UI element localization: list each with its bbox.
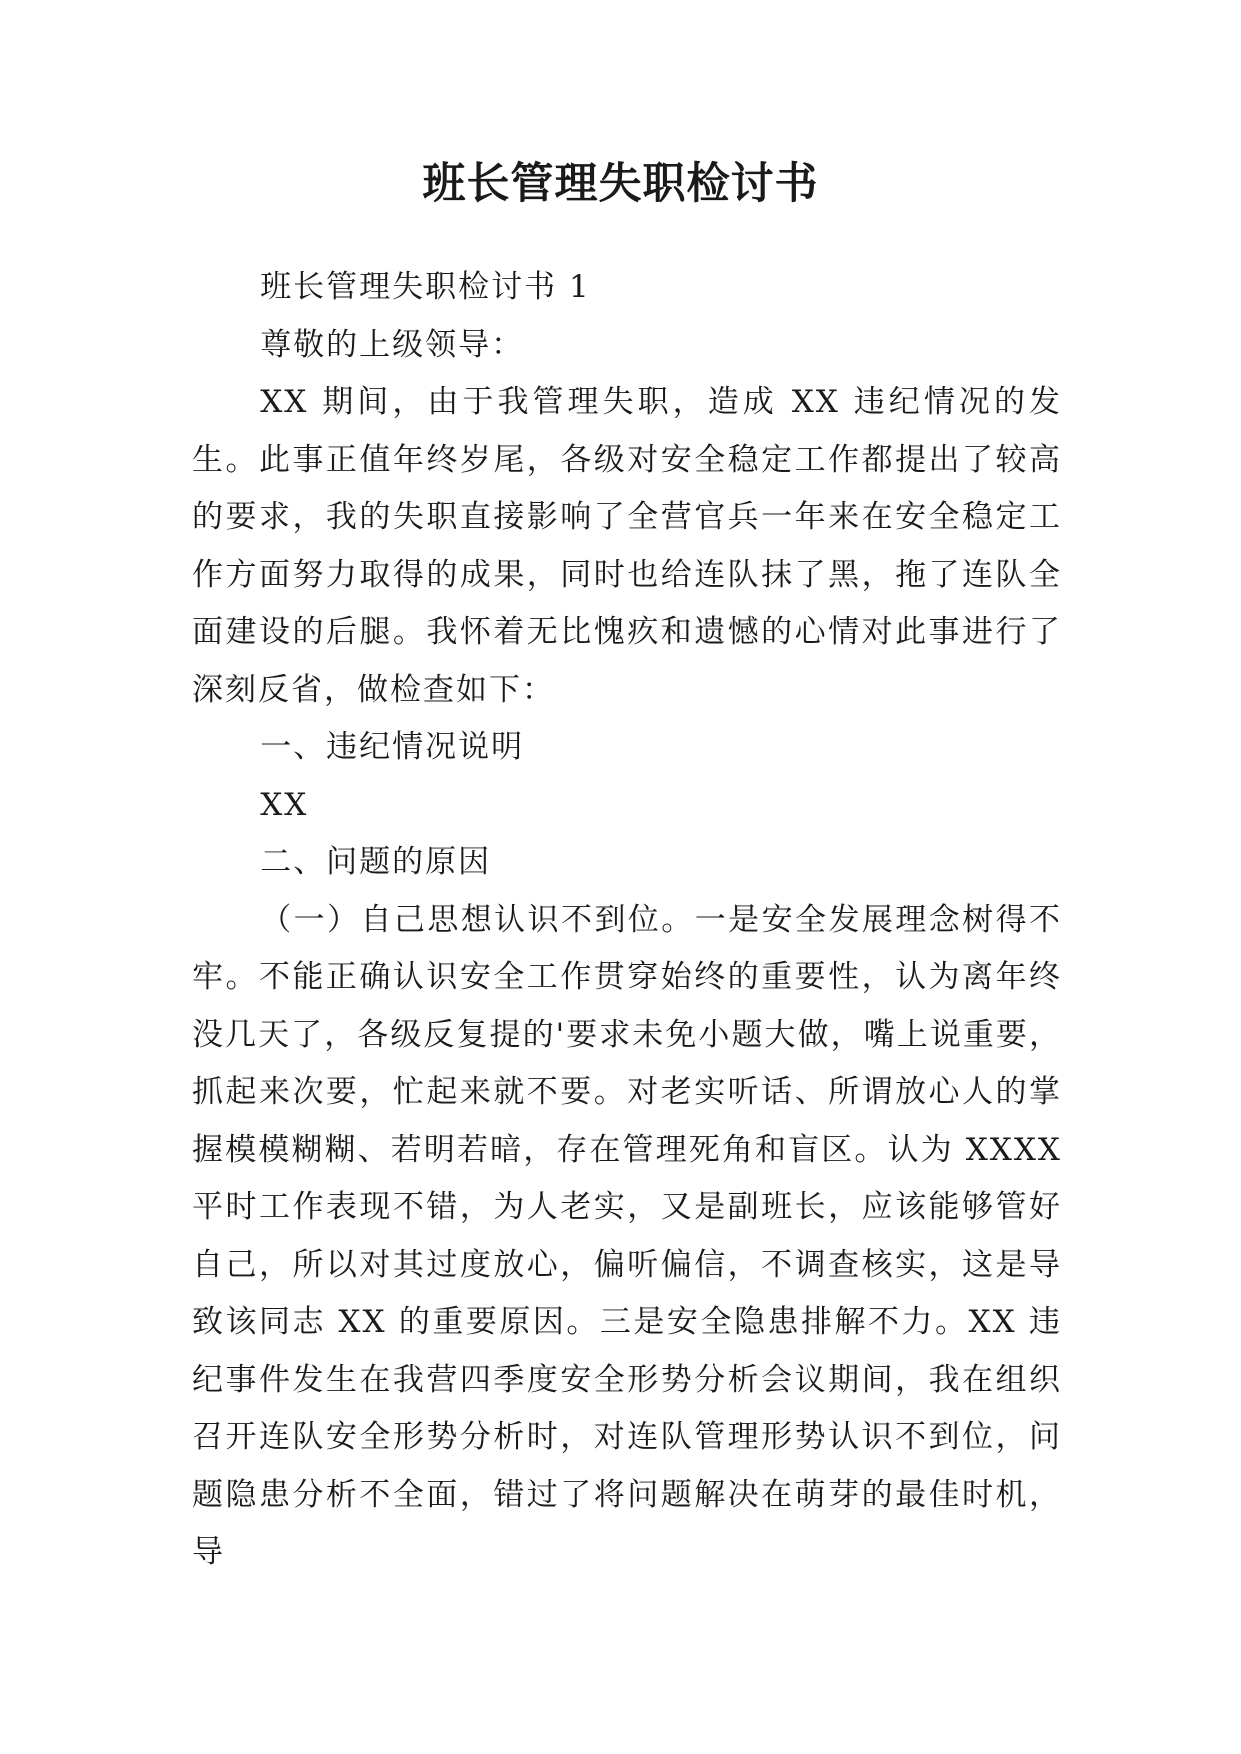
paragraph-intro: XX 期间，由于我管理失职，造成 XX 违纪情况的发生。此事正值年终岁尾，各级对安全稳定工作都提出了较高的要求，我的失职直接影响了全营官兵一年来在安全稳定工作方面努力取得的成果，同时也给连队抹了黑，拖了连队全面建设的后腿。我怀着无比愧疚和遗憾的心情对此事进行了深刻反省，做检查如下： xyxy=(192,384,1062,708)
section-heading-1: 一、违纪情况说明 xyxy=(260,729,525,765)
document-body xyxy=(192,259,1062,1582)
paragraph-reasons: （一）自己思想认识不到位。一是安全发展理念树得不牢。不能正确认识安全工作贯穿始终的重要性，认为离年终没几天了，各级反复提的'要求未免小题大做，嘴上说重要，抓起来次要，忙起来就不要。对老实听话、所谓放心人的掌握模模糊糊、若明若暗，存在管理死角和盲区。认为 XXXX 平时工作表现不错，为人老实，又是副班长，应该能够管好自己，所以对其过度放心，偏听偏信，不调查核实，这是导致该同志 XX 的重要原因。三是安全隐患排解不力。XX 违纪事件发生在我营四季度安全形势分析会议期间，我在组织召开连队安全形势分析时，对连队管理形势认识不到位，问题隐患分析不全面，错过了将问题解决在萌芽的最佳时机，导 xyxy=(192,901,1062,1570)
salutation: 尊敬的上级领导： xyxy=(260,326,525,363)
subtitle-line: 班长管理失职检讨书 1 xyxy=(260,269,591,305)
document-title: 班长管理失职检讨书 xyxy=(422,159,819,209)
section-body-1: XX xyxy=(260,786,309,823)
section-heading-2: 二、问题的原因 xyxy=(260,844,492,880)
